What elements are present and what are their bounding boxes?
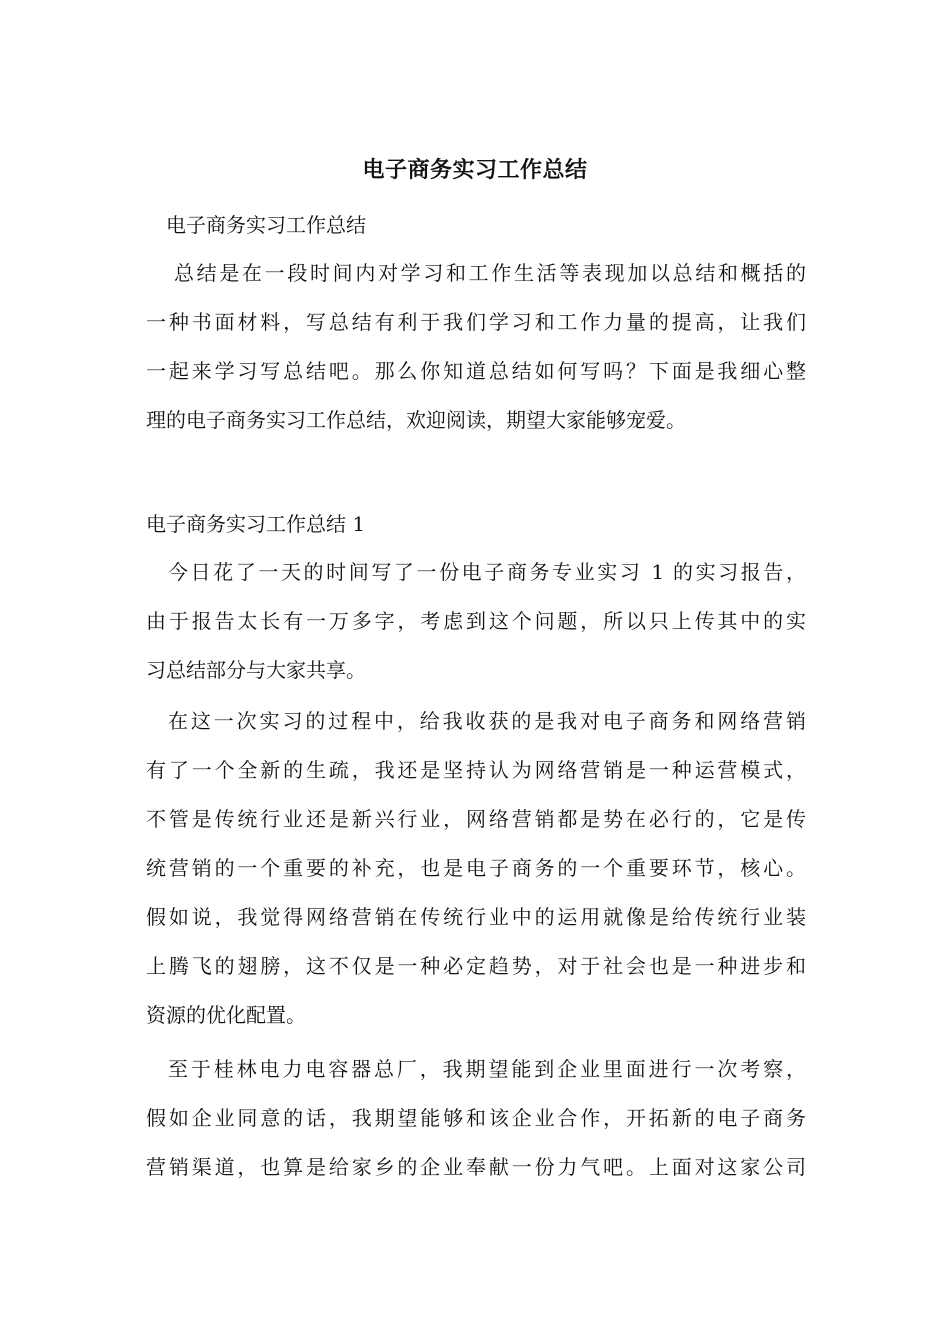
paragraph-line: 今日花了一天的时间写了一份电子商务专业实习 1 的实习报告， (168, 560, 806, 584)
paragraph-line: 假如企业同意的话，我期望能够和该企业合作，开拓新的电子商务 (146, 1106, 806, 1130)
paragraph-line: 营销渠道，也算是给家乡的企业奉献一份力气吧。上面对这家公司 (146, 1155, 806, 1179)
paragraph-line: 习总结部分与大家共享。 (146, 658, 366, 682)
paragraph-line: 由于报告太长有一万多字，考虑到这个问题，所以只上传其中的实 (146, 609, 806, 633)
intro-line: 总结是在一段时间内对学习和工作生活等表现加以总结和概括的 (174, 261, 806, 285)
paragraph-line: 资源的优化配置。 (146, 1003, 306, 1027)
paragraph-line: 至于桂林电力电容器总厂，我期望能到企业里面进行一次考察， (168, 1057, 806, 1081)
paragraph-line: 统营销的一个重要的补充，也是电子商务的一个重要环节，核心。 (146, 856, 806, 880)
intro-line: 一起来学习写总结吧。那么你知道总结如何写吗？下面是我细心整 (146, 359, 806, 383)
paragraph-3 (146, 1045, 806, 1192)
paragraph-line: 假如说，我觉得网络营销在传统行业中的运用就像是给传统行业装 (146, 905, 806, 929)
intro-paragraph (146, 249, 806, 445)
paragraph-2 (146, 697, 806, 1040)
section-heading: 电子商务实习工作总结 1 (146, 512, 366, 536)
paragraph-line: 有了一个全新的生疏，我还是坚持认为网络营销是一种运营模式， (146, 758, 806, 782)
intro-line: 理的电子商务实习工作总结，欢迎阅读，期望大家能够宠爱。 (146, 408, 686, 432)
paragraph-line: 上腾飞的翅膀，这不仅是一种必定趋势，对于社会也是一种进步和 (146, 954, 806, 978)
document-title: 电子商务实习工作总结 (362, 157, 588, 183)
intro-line: 一种书面材料，写总结有利于我们学习和工作力量的提高，让我们 (146, 310, 806, 334)
document-subtitle: 电子商务实习工作总结 (166, 213, 366, 237)
paragraph-1 (146, 548, 806, 695)
paragraph-line: 不管是传统行业还是新兴行业，网络营销都是势在必行的，它是传 (146, 807, 806, 831)
paragraph-line: 在这一次实习的过程中，给我收获的是我对电子商务和网络营销 (168, 709, 806, 733)
